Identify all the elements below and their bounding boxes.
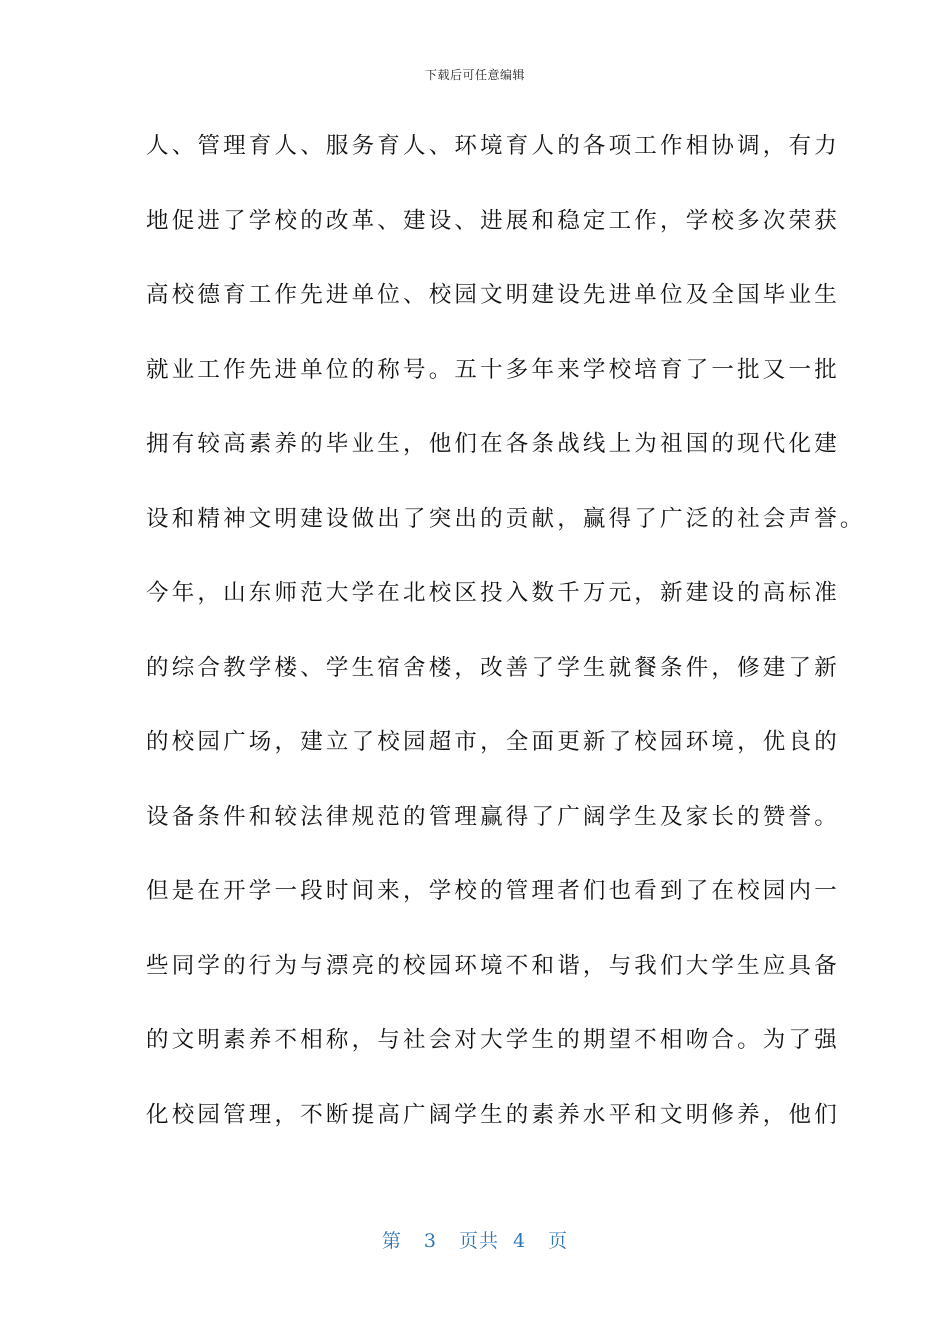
body-text: [146, 120, 866, 1163]
paragraph-line: 人、管理育人、服务育人、环境育人的各项工作相协调，有力: [146, 133, 840, 159]
footer-middle: 页共: [458, 1230, 499, 1252]
paragraph-line: 就业工作先进单位的称号。五十多年来学校培育了一批又一批: [146, 356, 840, 383]
current-page-number: 3: [423, 1230, 437, 1252]
footer-suffix: 页: [548, 1230, 569, 1252]
paragraph-line: 些同学的行为与漂亮的校园环境不和谐，与我们大学生应具备: [146, 952, 840, 979]
paragraph-line: 今年，山东师范大学在北校区投入数千万元，新建设的高标准: [146, 580, 840, 606]
paragraph-line: 拥有较高素养的毕业生，他们在各条战线上为祖国的现代化建: [146, 431, 840, 457]
paragraph-line: 化校园管理，不断提高广阔学生的素养水平和文明修养，他们: [146, 1101, 840, 1128]
footer-prefix: 第: [381, 1230, 402, 1252]
paragraph-line: 的校园广场，建立了校园超市，全面更新了校园环境，优良的: [146, 729, 840, 755]
paragraph-line: 地促进了学校的改革、建设、进展和稳定工作，学校多次荣获: [146, 207, 840, 234]
page-footer: [0, 1226, 950, 1253]
paragraph-line: 但是在开学一段时间来，学校的管理者们也看到了在校园内一: [146, 878, 840, 904]
paragraph-line: 设和精神文明建设做出了突出的贡献，赢得了广泛的社会声誉。: [146, 505, 866, 532]
total-pages-number: 4: [513, 1230, 527, 1252]
paragraph-line: 的文明素养不相称，与社会对大学生的期望不相吻合。为了强: [146, 1027, 840, 1053]
paragraph-line: 设备条件和较法律规范的管理赢得了广阔学生及家长的赞誉。: [146, 803, 840, 830]
header-note: 下载后可任意编辑: [424, 68, 525, 82]
paragraph-line: 高校德育工作先进单位、校园文明建设先进单位及全国毕业生: [146, 282, 840, 308]
paragraph-line: 的综合教学楼、学生宿舍楼，改善了学生就餐条件，修建了新: [146, 654, 840, 681]
